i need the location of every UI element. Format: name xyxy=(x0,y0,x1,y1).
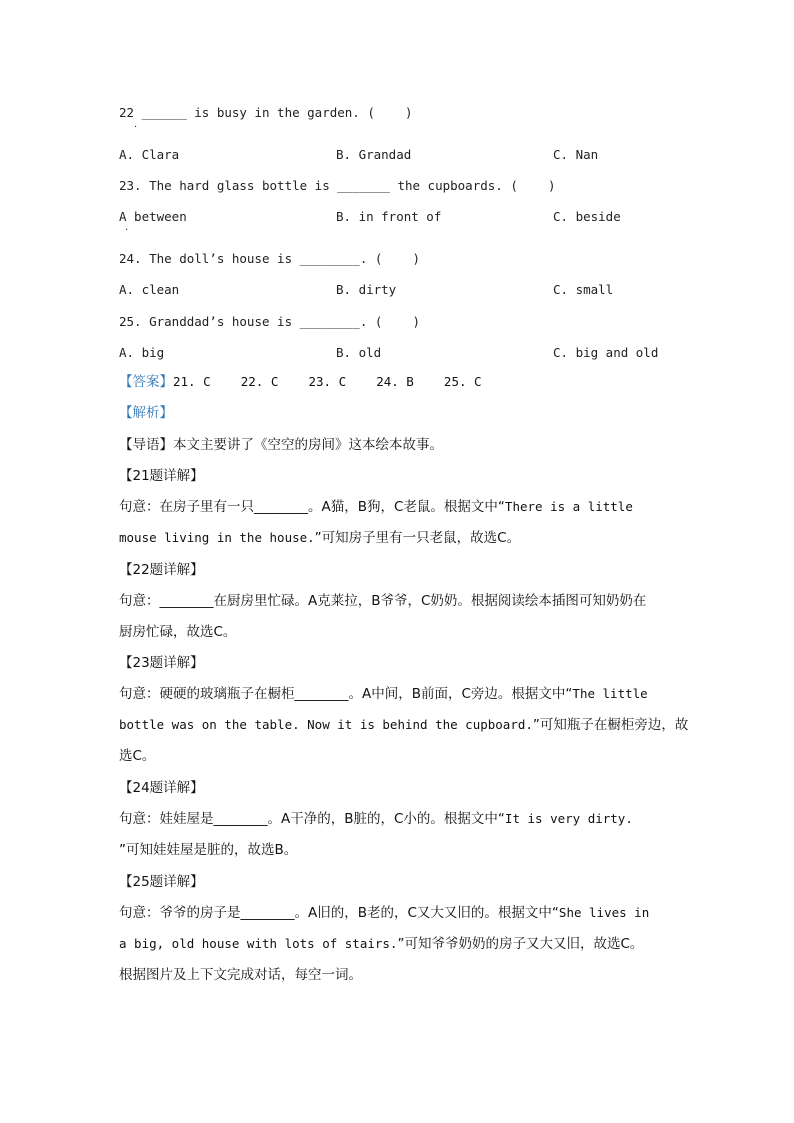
detail-25-line-1 xyxy=(119,904,649,922)
detail-22-line-2: 厨房忙碌，故选C。 xyxy=(119,624,237,640)
quote-text: mouse living in the house. xyxy=(119,530,315,545)
intro-text: 【导语】本文主要讲了《空空的房间》这本绘本故事。 xyxy=(119,437,443,453)
dot-mark: · xyxy=(125,225,129,236)
question-25-option-a: A. big xyxy=(119,345,165,360)
detail-23-line-3: 选C。 xyxy=(119,748,156,764)
cn-text: 句意：硬硬的玻璃瓶子在橱柜________。A中间，B前面，C旁边。根据文中“ xyxy=(119,686,573,702)
detail-23-line-1 xyxy=(119,685,648,703)
question-23-option-c: C. beside xyxy=(553,209,621,224)
question-24-option-a: A. clean xyxy=(119,282,180,297)
answer-text: 21. C 22. C 23. C 24. B 25. C xyxy=(173,374,482,389)
question-25-option-c: C. big and old xyxy=(553,345,659,360)
question-22-option-b: B. Grandad xyxy=(336,147,412,162)
detail-23-heading: 【23题详解】 xyxy=(119,655,204,671)
detail-24-line-1 xyxy=(119,810,633,828)
detail-24-heading: 【24题详解】 xyxy=(119,780,204,796)
quote-text: The little xyxy=(572,686,648,701)
detail-23-line-2 xyxy=(119,716,688,734)
question-23-option-a: A between xyxy=(119,209,187,224)
quote-text: It is very dirty. xyxy=(504,811,633,826)
answer-label: 【答案】 xyxy=(119,374,173,390)
detail-25-heading: 【25题详解】 xyxy=(119,874,204,890)
detail-25-line-2 xyxy=(119,935,643,953)
answer-line xyxy=(119,373,482,391)
question-23-stem: 23. The hard glass bottle is _______ the cupboards. ( ) xyxy=(119,178,556,193)
question-24-option-c: C. small xyxy=(553,282,614,297)
question-22-option-c: C. Nan xyxy=(553,147,599,162)
question-25-option-b: B. old xyxy=(336,345,382,360)
question-23-option-b: B. in front of xyxy=(336,209,442,224)
question-24-stem: 24. The doll’s house is ________. ( ) xyxy=(119,251,421,266)
cn-text: 句意：娃娃屋是________。A干净的，B脏的，C小的。根据文中“ xyxy=(119,811,505,827)
cn-text: ”可知爷爷奶奶的房子又大又旧，故选C。 xyxy=(397,936,644,952)
cn-text: 句意：爷爷的房子是________。A旧的，B老的，C又大又旧的。根据文中“ xyxy=(119,905,559,921)
detail-21-heading: 【21题详解】 xyxy=(119,468,204,484)
detail-22-line-1: 句意：________在厨房里忙碌。A克莱拉，B爷爷，C奶奶。根据阅读绘本插图可知奶奶在 xyxy=(119,593,647,609)
question-22-stem: 22 ______ is busy in the garden. ( ) xyxy=(119,105,413,120)
analysis-label: 【解析】 xyxy=(119,405,173,421)
cn-text: ”可知瓶子在橱柜旁边，故 xyxy=(532,717,689,733)
question-24-option-b: B. dirty xyxy=(336,282,397,297)
quote-text: There is a little xyxy=(504,499,633,514)
quote-text: She lives in xyxy=(558,905,650,920)
quote-text: bottle was on the table. Now it is behind the cupboard. xyxy=(119,717,533,732)
dot-mark: · xyxy=(134,122,138,133)
cn-text: ”可知房子里有一只老鼠，故选C。 xyxy=(314,530,521,546)
quote-text: a big, old house with lots of stairs. xyxy=(119,936,398,951)
instruction-text: 根据图片及上下文完成对话，每空一词。 xyxy=(119,967,362,983)
cn-text: 句意：在房子里有一只________。A猫，B狗，C老鼠。根据文中“ xyxy=(119,499,505,515)
detail-21-line-1 xyxy=(119,498,633,516)
question-25-stem: 25. Granddad’s house is ________. ( ) xyxy=(119,314,421,329)
detail-22-heading: 【22题详解】 xyxy=(119,562,204,578)
question-22-option-a: A. Clara xyxy=(119,147,180,162)
detail-24-line-2: ”可知娃娃屋是脏的，故选B。 xyxy=(119,842,298,858)
detail-21-line-2 xyxy=(119,529,520,547)
